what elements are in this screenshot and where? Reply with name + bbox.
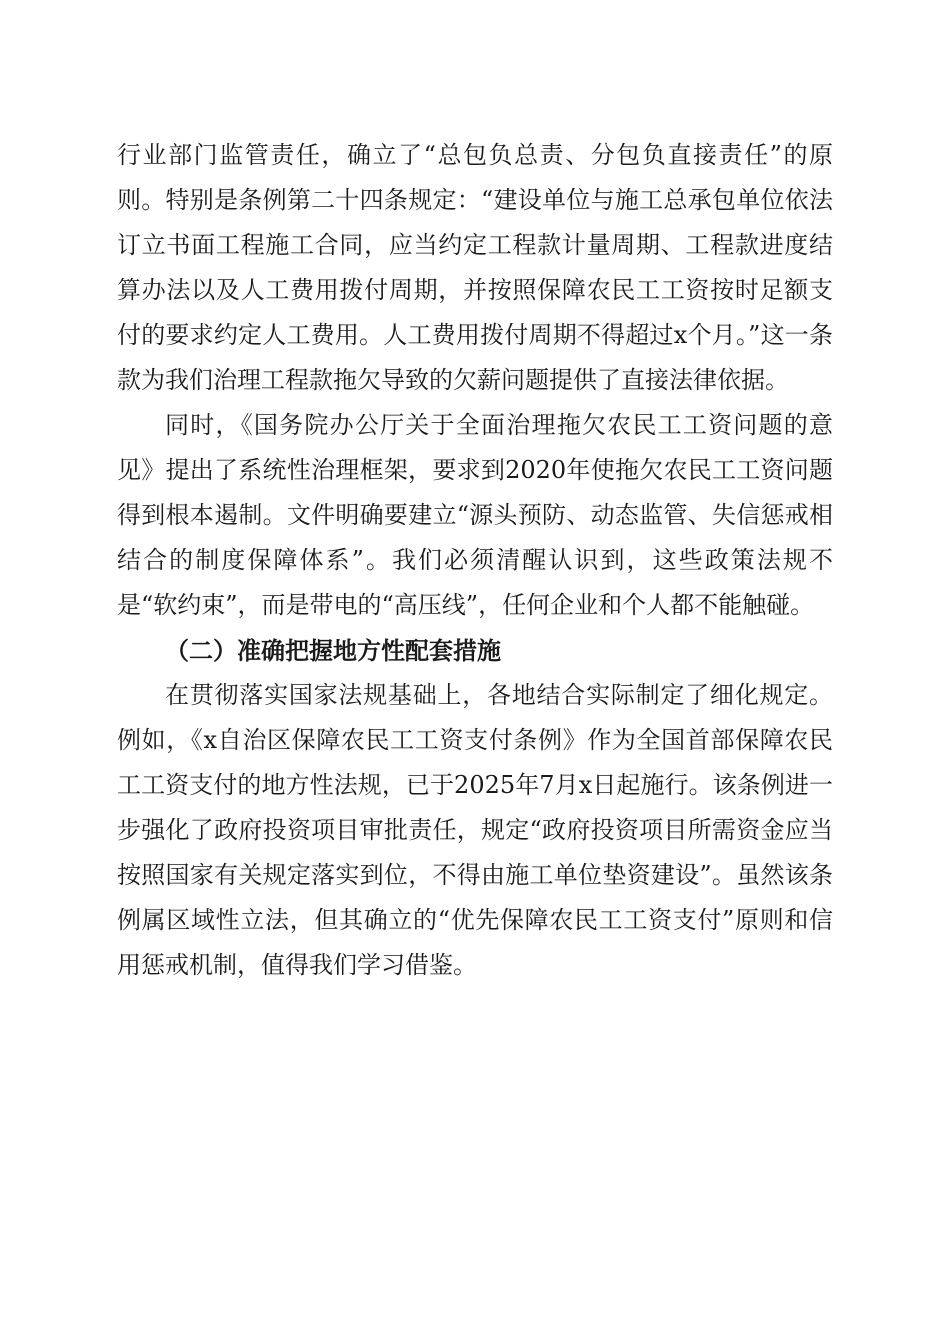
section-heading: （二）准确把握地方性配套措施: [165, 636, 501, 665]
paragraph-continuation: 行业部门监管责任，确立了“总包负总责、分包负直接责任”的原则。特别是条例第二十四条规定：“建设单位与施工总承包单位依法订立书面工程施工合同，应当约定工程款计量周期、工程款进度结算办法以及人工费用拨付周期，并按照保障农民工工资按时足额支付的要求约定人工费用。人工费用拨付周期不得超过x个月。”这一条款为我们治理工程款拖欠导致的欠薪问题提供了直接法律依据。: [117, 141, 833, 394]
paragraph-policy-framework: 同时，《国务院办公厅关于全面治理拖欠农民工工资问题的意见》提出了系统性治理框架，要求到2020年使拖欠农民工工资问题得到根本遏制。文件明确要建立“源头预防、动态监管、失信惩戒相结合的制度保障体系”。我们必须清醒认识到，这些政策法规不是“软约束”，而是带电的“高压线”，任何企业和个人都不能触碰。: [117, 411, 833, 619]
document-body: [117, 133, 833, 988]
paragraph-local-measures: 在贯彻落实国家法规基础上，各地结合实际制定了细化规定。例如，《x自治区保障农民工工资支付条例》作为全国首部保障农民工工资支付的地方性法规，已于2025年7月x日起施行。该条例进一步强化了政府投资项目审批责任，规定“政府投资项目所需资金应当按照国家有关规定落实到位，不得由施工单位垫资建设”。虽然该条例属区域性立法，但其确立的“优先保障农民工工资支付”原则和信用惩戒机制，值得我们学习借鉴。: [117, 681, 833, 979]
